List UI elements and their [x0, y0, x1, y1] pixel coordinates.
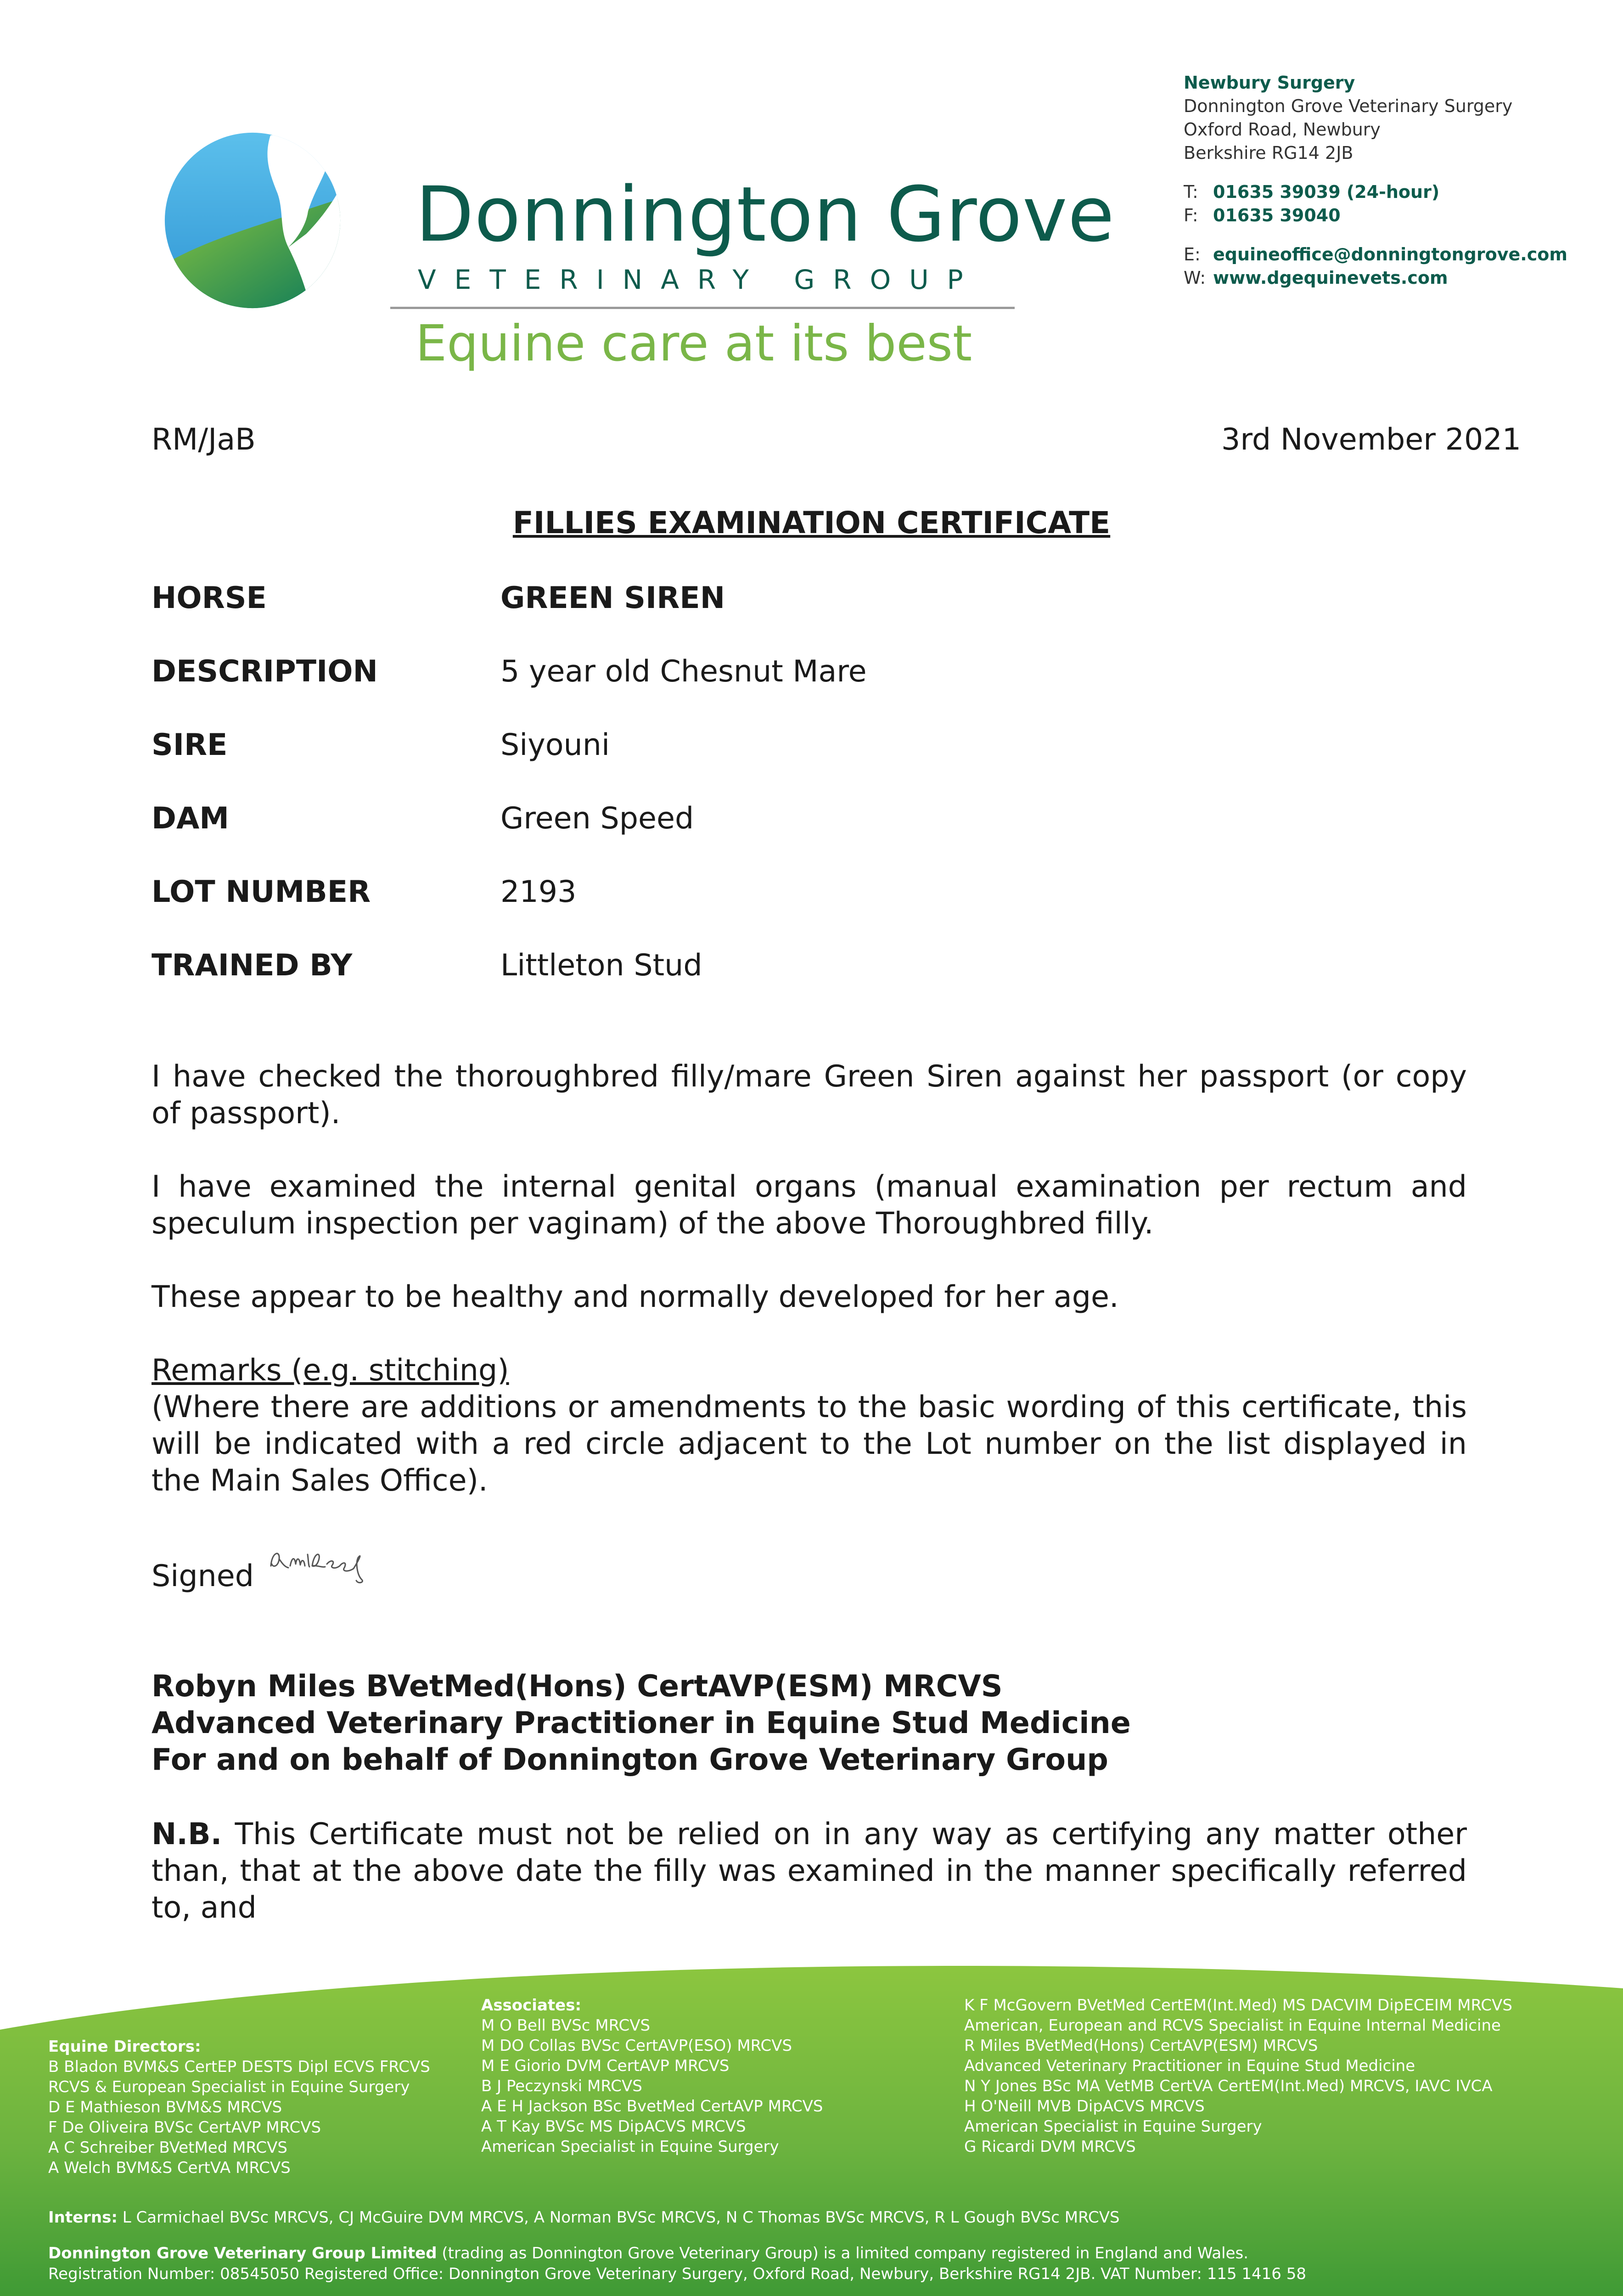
donnington-grove-logo: [163, 131, 342, 310]
email-label: E:: [1184, 244, 1201, 264]
email-link[interactable]: equineoffice@donningtongrove.com: [1213, 244, 1567, 264]
field-value: 5 year old Chesnut Mare: [500, 654, 867, 689]
interns-text: L Carmichael BVSc MRCVS, CJ McGuire DVM MRCVS, A Norman BVSc MRCVS, N C Thomas BVSc MRCVS, R L Gough BVSc MRCVS: [122, 2208, 1120, 2227]
field-value: 2193: [500, 875, 577, 909]
associate-entry: M E Giorio DVM CertAVP MRCVS: [481, 2057, 730, 2075]
vet-entry: G Ricardi DVM MRCVS: [964, 2138, 1136, 2156]
company-line: [48, 2243, 1248, 2263]
certificate-title: FILLIES EXAMINATION CERTIFICATE: [512, 505, 1111, 540]
contact-block: [1184, 71, 1567, 290]
field-value: Siyouni: [500, 728, 610, 762]
signatory-behalf: For and on behalf of Donnington Grove Veterinary Group: [152, 1743, 1108, 1777]
field-row-description: [152, 654, 867, 689]
signatory-name: Robyn Miles BVetMed(Hons) CertAVP(ESM) MRCVS: [152, 1669, 1003, 1704]
field-label: DAM: [152, 801, 229, 836]
letter-reference: RM/JaB: [152, 422, 256, 457]
field-label: TRAINED BY: [152, 948, 353, 983]
telephone-number[interactable]: 01635 39039 (24-hour): [1213, 182, 1440, 202]
field-label: DESCRIPTION: [152, 654, 378, 689]
field-value: Littleton Stud: [500, 948, 702, 983]
vet-entry: American, European and RCVS Specialist in Equine Internal Medicine: [964, 2016, 1501, 2035]
surgery-name: Newbury Surgery: [1184, 73, 1355, 93]
field-label: LOT NUMBER: [152, 875, 371, 909]
telephone-label: T:: [1184, 182, 1198, 202]
vet-entry: Advanced Veterinary Practitioner in Equine Stud Medicine: [964, 2057, 1415, 2075]
associates-list: [481, 1995, 823, 2157]
vet-entry: N Y Jones BSc MA VetMB CertVA CertEM(Int.Med) MRCVS, IAVC IVCA: [964, 2077, 1493, 2095]
director-entry: F De Oliveira BVSc CertAVP MRCVS: [48, 2118, 321, 2137]
website-label: W:: [1184, 268, 1206, 288]
director-entry: A C Schreiber BVetMed MRCVS: [48, 2138, 287, 2157]
website-row: [1184, 266, 1567, 290]
company-text: (trading as Donnington Grove Veterinary Group) is a limited company registered in England and Wales.: [442, 2244, 1249, 2262]
address-line: Berkshire RG14 2JB: [1184, 143, 1353, 163]
associate-entry: American Specialist in Equine Surgery: [481, 2138, 779, 2156]
vet-entry: H O'Neill MVB DipACVS MRCVS: [964, 2097, 1205, 2116]
handwritten-signature: [266, 1534, 372, 1589]
field-row-sire: [152, 728, 610, 762]
fax-label: F:: [1184, 205, 1198, 225]
field-value: GREEN SIREN: [500, 581, 725, 615]
director-entry: A Welch BVM&S CertVA MRCVS: [48, 2159, 291, 2177]
signed-label: Signed: [152, 1559, 254, 1593]
interns-line: [48, 2207, 1120, 2228]
examination-paragraph: I have examined the internal genital organs (manual examination per rectum and speculum inspection per vaginam) of the above Thoroughbred filly.: [152, 1170, 1467, 1241]
address-line: Oxford Road, Newbury: [1184, 119, 1381, 140]
remarks-heading: Remarks (e.g. stitching): [152, 1353, 509, 1388]
letter-date: 3rd November 2021: [1221, 422, 1522, 457]
telephone-row: [1184, 180, 1567, 204]
associate-entry: A E H Jackson BSc BvetMed CertAVP MRCVS: [481, 2097, 823, 2116]
remarks-text: (Where there are additions or amendments to the basic wording of this certificate, this will be indicated with a red circle adjacent to the Lot number on the list displayed in the Main Sales Office).: [152, 1390, 1467, 1498]
field-row-lot-number: [152, 875, 576, 909]
registration-line: Registration Number: 08545050 Registered Office: Donnington Grove Veterinary Surgery, Oxford Road, Newbury, Berkshire RG14 2JB. VAT Number: 115 1416 58: [48, 2265, 1307, 2283]
vet-entry: American Specialist in Equine Surgery: [964, 2117, 1262, 2136]
brand-subtitle: VETERINARY GROUP: [418, 264, 982, 295]
equine-directors-list: [48, 2037, 430, 2178]
director-entry: RCVS & European Specialist in Equine Surgery: [48, 2078, 410, 2096]
passport-check-paragraph: I have checked the thoroughbred filly/mare Green Siren against her passport (or copy of passport).: [152, 1059, 1467, 1131]
interns-heading: Interns:: [48, 2208, 118, 2227]
fax-number: 01635 39040: [1213, 205, 1341, 225]
associate-entry: M O Bell BVSc MRCVS: [481, 2016, 651, 2035]
brand-tagline: Equine care at its best: [416, 315, 972, 372]
field-value: Green Speed: [500, 801, 694, 836]
associates-heading: Associates:: [481, 1996, 582, 2015]
field-row-dam: [152, 801, 694, 836]
email-row: [1184, 243, 1567, 266]
website-link[interactable]: www.dgequinevets.com: [1213, 268, 1448, 288]
nb-paragraph: [152, 1816, 1467, 1926]
director-entry: D E Mathieson BVM&S MRCVS: [48, 2098, 282, 2116]
director-entry: B Bladon BVM&S CertEP DESTS Dipl ECVS FRCVS: [48, 2058, 430, 2076]
directors-heading: Equine Directors:: [48, 2037, 201, 2056]
vet-entry: R Miles BVetMed(Hons) CertAVP(ESM) MRCVS: [964, 2037, 1318, 2055]
field-label: SIRE: [152, 728, 228, 762]
brand-name: Donnington Grove: [416, 170, 1115, 259]
associate-entry: B J Peczynski MRCVS: [481, 2077, 642, 2095]
signatory-role: Advanced Veterinary Practitioner in Equine Stud Medicine: [152, 1706, 1131, 1740]
associate-entry: M DO Collas BVSc CertAVP(ESO) MRCVS: [481, 2037, 792, 2055]
nb-text: This Certificate must not be relied on in any way as certifying any matter other than, that at the above date the filly was examined in the manner specifically referred to, and: [152, 1817, 1467, 1925]
field-row-horse: [152, 581, 725, 615]
fax-row: [1184, 204, 1567, 227]
address-line: Donnington Grove Veterinary Surgery: [1184, 96, 1513, 116]
company-name: Donnington Grove Veterinary Group Limited: [48, 2244, 437, 2262]
field-row-trained-by: [152, 948, 702, 983]
associate-entry: A T Kay BVSc MS DipACVS MRCVS: [481, 2117, 746, 2136]
brand-divider: [390, 307, 1015, 309]
other-vets-list: [964, 1995, 1512, 2157]
vet-entry: K F McGovern BVetMed CertEM(Int.Med) MS DACVIM DipECEIM MRCVS: [964, 1996, 1512, 2015]
nb-label: N.B.: [152, 1817, 222, 1851]
field-label: HORSE: [152, 581, 267, 615]
health-paragraph: These appear to be healthy and normally developed for her age.: [152, 1280, 1119, 1314]
